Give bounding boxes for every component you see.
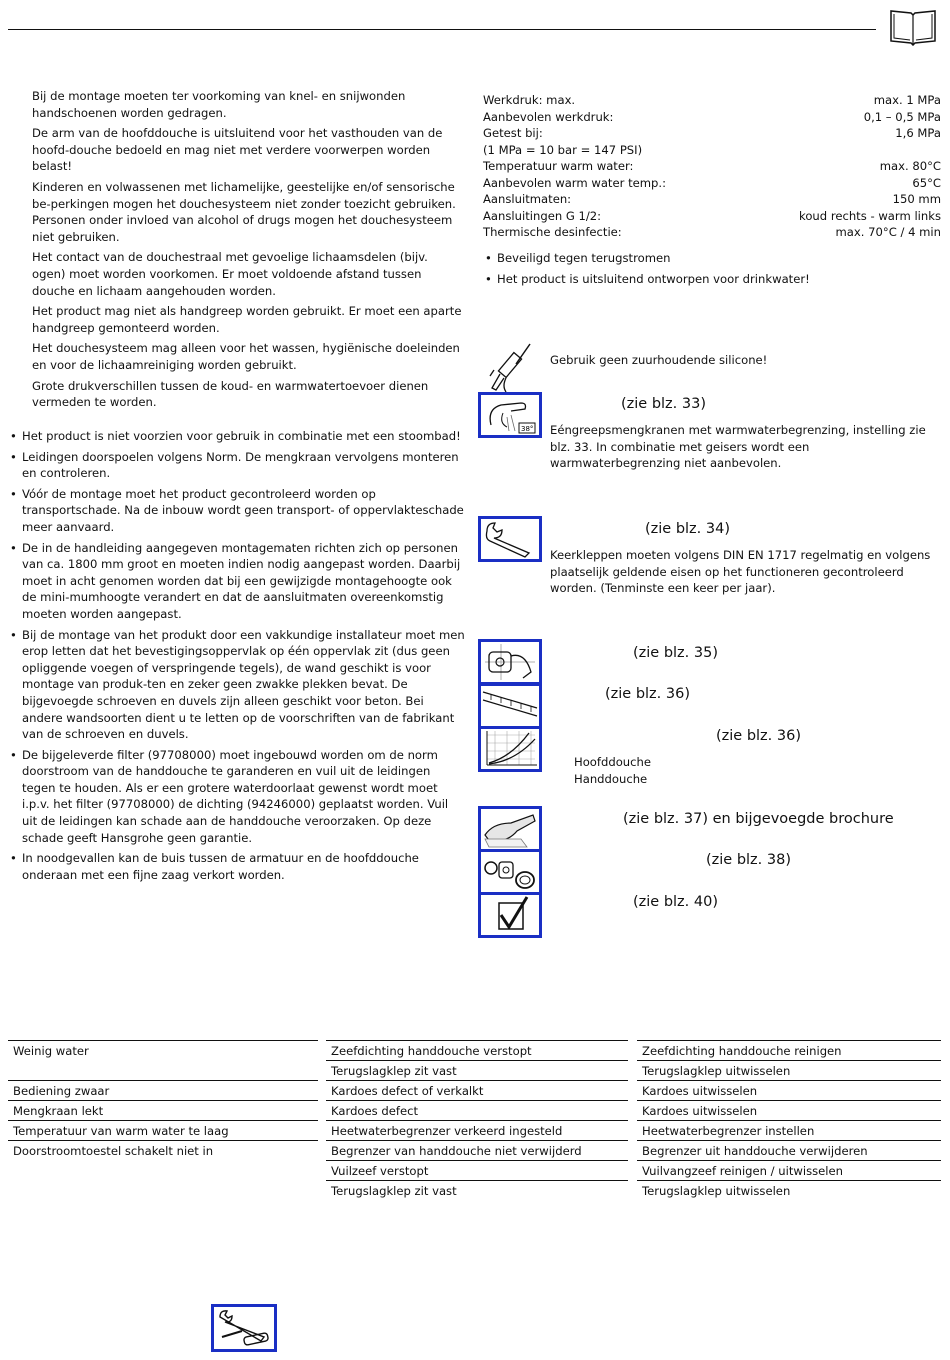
table-row	[8, 1080, 941, 1100]
temperature-icon	[478, 392, 542, 438]
safety-paragraph: Kinderen en volwassenen met lichamelijke, geestelijke en/of sensorische be-perkingen mogen het douchesysteem niet zonder toezicht gebruiken. Personen onder invloed van alcohol of drugs mogen het douchesysteem niet gebruiken.	[32, 179, 456, 244]
spec-value: 1,6 MPa	[895, 126, 941, 140]
list-item: • Vóór de montage moet het product gecontroleerd worden op transportschade. Na de inbouw wordt geen transport- of oppervlakteschade meer aanvaard.	[10, 486, 466, 536]
list-item: • Beveiligd tegen terugstromen	[485, 250, 941, 267]
spec-value: koud rechts - warm links	[799, 208, 941, 223]
table-row	[8, 1180, 941, 1200]
list-item: • De bijgeleverde filter (97708000) moet ingebouwd worden om de norm doorstroom van de handdouche te garanderen en vuil uit de leidingen tegen te houden. Als er een grotere waterdoorlaat gewenst wordt moet i.p.v. het filter (97708000) de dichting (94246000) geplaatst worden. Vuil uit de leidingen kan schade aan de handdouche veroorzaken. Op deze schade geeft Hansgrohe geen garantie.	[10, 747, 466, 847]
table-row	[8, 1040, 941, 1060]
spec-label: Thermische desinfectie:	[483, 225, 622, 239]
table-cell-cause: Begrenzer van handdouche niet verwijderd	[326, 1140, 628, 1160]
checkmark-icon	[478, 892, 542, 938]
troubleshooting-table	[8, 1040, 941, 1200]
dimensions-page-ref: (zie blz. 36)	[605, 686, 690, 702]
spec-row	[483, 142, 941, 159]
list-item: • In noodgevallen kan de buis tussen de armatuur en de hoofddouche onderaan met een fijne zaag verkort worden.	[10, 850, 466, 883]
flow-diagram-icon	[478, 726, 542, 772]
table-row	[8, 1140, 941, 1160]
service-text: Keerkleppen moeten volgens DIN EN 1717 regelmatig en volgens plaatselijk geldende eisen op het functioneren gecontroleerd worden. (Tenminste een keer per jaar).	[550, 548, 931, 596]
table-cell-fault	[8, 1060, 318, 1080]
table-cell-remedy: Heetwaterbegrenzer instellen	[637, 1120, 941, 1140]
table-cell-cause: Terugslagklep zit vast	[326, 1060, 628, 1080]
service-page-ref: (zie blz. 34)	[645, 521, 730, 537]
spec-label: Werkdruk: max.	[483, 93, 576, 107]
table-cell-cause: Heetwaterbegrenzer verkeerd ingesteld	[326, 1120, 628, 1140]
table-cell-cause: Terugslagklep zit vast	[326, 1180, 628, 1200]
flow-label-hand-shower: Handdouche	[574, 772, 648, 786]
table-row	[8, 1120, 941, 1140]
spec-row	[483, 208, 941, 225]
mounting-page-ref: (zie blz. 35)	[633, 645, 718, 661]
tools-icon	[211, 1304, 277, 1352]
table-cell-remedy: Terugslagklep uitwisselen	[637, 1180, 941, 1200]
svg-text:38°: 38°	[521, 425, 534, 433]
table-row	[8, 1060, 941, 1080]
table-cell-fault: Weinig water	[8, 1040, 318, 1060]
table-cell-remedy: Begrenzer uit handdouche verwijderen	[637, 1140, 941, 1160]
spec-row	[483, 92, 941, 109]
table-cell-cause: Kardoes defect	[326, 1100, 628, 1120]
list-item: • Het product is uitsluitend ontworpen voor drinkwater!	[485, 271, 941, 288]
table-cell-remedy: Zeefdichting handdouche reinigen	[637, 1040, 941, 1060]
list-item: • Bij de montage van het produkt door een vakkundige installateur moet men erop letten dat het bevestigingsoppervlak op één oppervlak zit (dus geen opliggende voegen of verspringende tegels), de wand geschikt is voor montage van produk-ten en zeker geen zwakke plekken bevat. De bijgevoegde schroeven en duvels zijn alleen geschikt voor beton. Bei andere wandsoorten dient u te letten op de voorschriften van de fabrikant van de schroeven en duvels.	[10, 627, 466, 743]
check-page-ref: (zie blz. 40)	[633, 894, 718, 910]
spare-parts-icon	[478, 849, 542, 895]
cleaning-page-ref: (zie blz. 37) en bijgevoegde brochure	[623, 811, 894, 827]
table-cell-remedy: Kardoes uitwisselen	[637, 1080, 941, 1100]
table-row	[8, 1100, 941, 1120]
temp-page-ref: (zie blz. 33)	[621, 396, 706, 412]
safety-paragraph: De arm van de hoofddouche is uitsluitend voor het vasthouden van de hoofd-douche bedoeld en mag niet met verdere voorwerpen worden belast!	[32, 126, 443, 174]
mounting-instructions	[10, 428, 466, 887]
table-cell-cause: Kardoes defect of verkalkt	[326, 1080, 628, 1100]
spec-row	[483, 109, 941, 126]
spec-label: Temperatuur warm water:	[483, 159, 634, 173]
table-cell-fault: Doorstroomtoestel schakelt niet in	[8, 1140, 318, 1160]
measuring-icon	[478, 683, 542, 729]
book-icon	[888, 8, 938, 46]
table-cell-cause: Zeefdichting handdouche verstopt	[326, 1040, 628, 1060]
spec-label: (1 MPa = 10 bar = 147 PSI)	[483, 142, 643, 157]
table-cell-fault: Mengkraan lekt	[8, 1100, 318, 1120]
spec-label: Aanbevolen werkdruk:	[483, 109, 614, 124]
spec-label: Getest bij:	[483, 126, 543, 140]
safety-paragraph: Het product mag niet als handgreep worden gebruikt. Er moet een aparte handgreep gemonteerd worden.	[32, 304, 462, 335]
spec-row	[483, 175, 941, 192]
spec-row	[483, 158, 941, 175]
spec-value: 65°C	[912, 175, 941, 190]
header-rule	[8, 29, 876, 30]
safety-paragraph: Het douchesysteem mag alleen voor het wassen, hygiënische doeleinden en voor de lichaamreiniging worden gebruikt.	[32, 341, 460, 372]
silicone-gun-icon	[486, 340, 534, 396]
wrench-icon	[478, 516, 542, 562]
spec-value: 0,1 – 0,5 MPa	[863, 109, 941, 124]
silicone-note: Gebruik geen zuurhoudende silicone!	[550, 353, 768, 367]
table-row	[8, 1160, 941, 1180]
spec-bullets	[485, 250, 941, 291]
spec-row	[483, 125, 941, 142]
table-cell-cause: Vuilzeef verstopt	[326, 1160, 628, 1180]
temp-limit-text: Eéngreepsmengkranen met warmwaterbegrenzing, instelling zie blz. 33. In combinatie met geisers wordt een warmwaterbegrenzing niet aanbevolen.	[550, 423, 926, 471]
table-cell-remedy: Terugslagklep uitwisselen	[637, 1060, 941, 1080]
list-item: • Het product is niet voorzien voor gebruik in combinatie met een stoombad!	[10, 428, 466, 445]
spec-value: 150 mm	[892, 192, 941, 206]
safety-notes	[32, 88, 464, 415]
list-item: • Leidingen doorspoelen volgens Norm. De mengkraan vervolgens monteren en controleren.	[10, 449, 466, 482]
table-cell-remedy: Vuilvangzeef reinigen / uitwisselen	[637, 1160, 941, 1180]
table-cell-fault: Temperatuur van warm water te laag	[8, 1120, 318, 1140]
parts-page-ref: (zie blz. 38)	[706, 852, 791, 868]
spec-row	[483, 191, 941, 208]
spec-label: Aanbevolen warm water temp.:	[483, 175, 666, 190]
technical-data	[483, 92, 941, 241]
table-cell-remedy: Kardoes uitwisselen	[637, 1100, 941, 1120]
spec-value: max. 80°C	[879, 159, 941, 173]
spec-value: max. 70°C / 4 min	[835, 225, 941, 239]
table-cell-fault	[8, 1180, 318, 1200]
spec-value: max. 1 MPa	[873, 93, 941, 107]
cleaning-icon	[478, 806, 542, 852]
safety-paragraph: Bij de montage moeten ter voorkoming van knel- en snijwonden handschoenen worden gedragen.	[32, 89, 406, 120]
table-cell-fault	[8, 1160, 318, 1180]
spec-label: Aansluitingen G 1/2:	[483, 208, 602, 223]
spec-label: Aansluitmaten:	[483, 192, 572, 206]
spec-row	[483, 224, 941, 241]
flow-page-ref: (zie blz. 36)	[716, 728, 801, 744]
safety-paragraph: Grote drukverschillen tussen de koud- en warmwatertoevoer dienen vermeden te worden.	[32, 378, 429, 410]
table-cell-fault: Bediening zwaar	[8, 1080, 318, 1100]
safety-paragraph: Het contact van de douchestraal met gevoelige lichaamsdelen (bijv. ogen) moet worden voorkomen. Er moet voldoende afstand tussen douche en lichaam aangehouden worden.	[32, 250, 428, 298]
wall-mount-icon	[478, 639, 542, 685]
list-item: • De in de handleiding aangegeven montagematen richten zich op personen van ca. 1800 mm groot en moeten indien nodig aangepast worden. Daarbij moet in acht genomen worden dat bij een gewijzigde montagehoogte ook de mini-mumhoogte verandert en dat de aansluitmaten overeenkomstig moeten worden aangepast.	[10, 540, 466, 623]
flow-label-head-shower: Hoofddouche	[574, 755, 652, 769]
